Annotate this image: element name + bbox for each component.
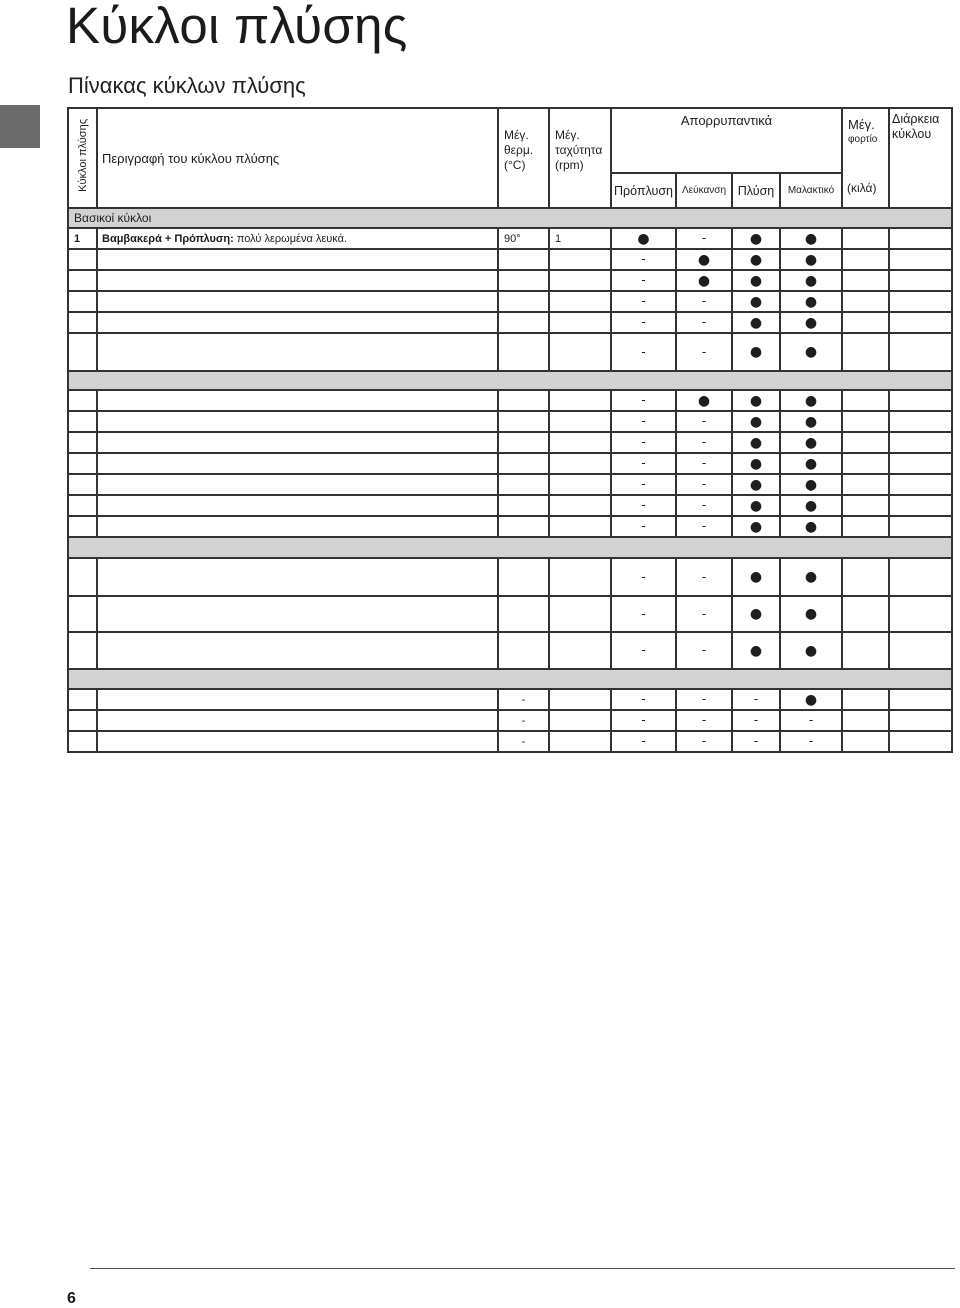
footer-divider xyxy=(90,1268,955,1269)
cell-description xyxy=(97,632,498,669)
cell-max-load xyxy=(842,432,889,453)
cell-wash: ● xyxy=(732,432,780,453)
section-marker-square xyxy=(0,105,40,148)
table-row xyxy=(68,291,952,312)
cell-max-temp: - xyxy=(498,731,549,752)
cell-description xyxy=(97,291,498,312)
cell-max-load xyxy=(842,453,889,474)
cell-prewash: - xyxy=(611,558,676,596)
cell-wash: - xyxy=(732,689,780,710)
cell-wash: ● xyxy=(732,596,780,632)
page-number: 6 xyxy=(67,1290,76,1307)
column-header-duration xyxy=(889,108,952,208)
cell-duration xyxy=(889,411,952,432)
cell-max-speed xyxy=(549,312,611,333)
cell-softener: ● xyxy=(780,291,842,312)
column-header-bleach: Λεύκανση xyxy=(676,173,732,208)
cell-duration xyxy=(889,596,952,632)
cell-prewash: ● xyxy=(611,228,676,249)
cell-softener: ● xyxy=(780,228,842,249)
cell-max-temp xyxy=(498,474,549,495)
cell-wash: ● xyxy=(732,453,780,474)
column-group-detergents: Απορρυπαντικά xyxy=(611,108,842,173)
max-temp-line-3: (°C) xyxy=(504,158,526,172)
cell-wash: ● xyxy=(732,474,780,495)
cell-number xyxy=(68,495,97,516)
table-row xyxy=(68,270,952,291)
cell-prewash: - xyxy=(611,249,676,270)
table-row xyxy=(68,249,952,270)
cell-description xyxy=(97,432,498,453)
cell-prewash: - xyxy=(611,689,676,710)
cell-description xyxy=(97,333,498,371)
cell-max-temp: - xyxy=(498,689,549,710)
cell-max-temp: 90° xyxy=(498,228,549,249)
cell-number xyxy=(68,516,97,537)
cell-description xyxy=(97,474,498,495)
cell-duration xyxy=(889,228,952,249)
cell-max-load xyxy=(842,291,889,312)
cell-prewash: - xyxy=(611,333,676,371)
cell-description xyxy=(97,228,498,249)
cell-prewash: - xyxy=(611,411,676,432)
section-band xyxy=(68,371,952,390)
column-header-cycle-label: Κύκλοι πλύσης xyxy=(76,119,89,192)
page-title: Κύκλοι πλύσης xyxy=(66,0,408,54)
cell-duration xyxy=(889,632,952,669)
cell-max-speed xyxy=(549,270,611,291)
cell-prewash: - xyxy=(611,710,676,731)
cell-max-load xyxy=(842,411,889,432)
cell-wash: - xyxy=(732,731,780,752)
cell-max-speed: 1 xyxy=(549,228,611,249)
cell-bleach: - xyxy=(676,495,732,516)
section-band xyxy=(68,208,952,228)
cell-softener: ● xyxy=(780,558,842,596)
cell-description xyxy=(97,411,498,432)
cell-prewash: - xyxy=(611,474,676,495)
cell-softener: ● xyxy=(780,270,842,291)
cell-duration xyxy=(889,710,952,731)
cell-description xyxy=(97,516,498,537)
cell-max-temp xyxy=(498,390,549,411)
cell-bleach: - xyxy=(676,333,732,371)
description-bold: Βαμβακερά + Πρόπλυση: xyxy=(102,232,234,245)
cell-bleach: - xyxy=(676,596,732,632)
cell-bleach: - xyxy=(676,453,732,474)
table-row xyxy=(68,596,952,632)
cell-max-temp xyxy=(498,558,549,596)
max-load-line-1: Μέγ. xyxy=(848,117,875,132)
cell-number xyxy=(68,474,97,495)
max-speed-line-1: Μέγ. xyxy=(555,128,580,142)
cell-description xyxy=(97,495,498,516)
cell-duration xyxy=(889,270,952,291)
cell-max-speed xyxy=(549,249,611,270)
cell-wash: - xyxy=(732,710,780,731)
cell-number xyxy=(68,411,97,432)
section-band xyxy=(68,669,952,689)
cell-softener: ● xyxy=(780,453,842,474)
cell-prewash: - xyxy=(611,291,676,312)
cell-max-speed xyxy=(549,596,611,632)
cell-number xyxy=(68,390,97,411)
column-header-max-speed xyxy=(549,108,611,208)
table-body xyxy=(68,208,952,752)
cell-softener: ● xyxy=(780,632,842,669)
cell-description xyxy=(97,249,498,270)
section-band xyxy=(68,537,952,558)
cell-max-speed xyxy=(549,632,611,669)
cell-softener: ● xyxy=(780,689,842,710)
cell-max-speed xyxy=(549,558,611,596)
max-load-line-2: φορτίο xyxy=(848,134,878,145)
cell-number xyxy=(68,689,97,710)
cell-duration xyxy=(889,558,952,596)
cell-max-temp xyxy=(498,312,549,333)
cell-description xyxy=(97,453,498,474)
cell-description xyxy=(97,270,498,291)
cell-max-speed xyxy=(549,516,611,537)
cell-bleach: - xyxy=(676,632,732,669)
cell-wash: ● xyxy=(732,270,780,291)
cell-wash: ● xyxy=(732,390,780,411)
cell-max-load xyxy=(842,270,889,291)
section-title: Βασικοί κύκλοι xyxy=(74,210,152,225)
cell-max-temp xyxy=(498,291,549,312)
table-row xyxy=(68,495,952,516)
cell-prewash: - xyxy=(611,390,676,411)
cell-max-speed xyxy=(549,474,611,495)
cell-max-speed xyxy=(549,411,611,432)
column-header-description: Περιγραφή του κύκλου πλύσης xyxy=(97,108,498,208)
max-load-unit: (κιλά) xyxy=(847,181,877,195)
table-row xyxy=(68,453,952,474)
table-row xyxy=(68,411,952,432)
table-row xyxy=(68,474,952,495)
cell-max-load xyxy=(842,390,889,411)
cell-max-speed xyxy=(549,710,611,731)
cell-max-speed xyxy=(549,689,611,710)
wash-cycles-table xyxy=(67,107,953,753)
cell-wash: ● xyxy=(732,495,780,516)
cell-number xyxy=(68,710,97,731)
cell-number xyxy=(68,632,97,669)
cell-max-temp xyxy=(498,516,549,537)
cell-description xyxy=(97,390,498,411)
cell-softener: ● xyxy=(780,495,842,516)
cell-max-load xyxy=(842,474,889,495)
cell-max-temp xyxy=(498,333,549,371)
cell-wash: ● xyxy=(732,228,780,249)
cell-max-temp xyxy=(498,432,549,453)
cell-description xyxy=(97,596,498,632)
cell-prewash: - xyxy=(611,495,676,516)
max-temp-line-2: θερμ. xyxy=(504,143,534,157)
cell-max-load xyxy=(842,249,889,270)
cell-softener: ● xyxy=(780,432,842,453)
table-header xyxy=(68,108,952,208)
table-row xyxy=(68,710,952,731)
cell-number xyxy=(68,270,97,291)
cell-prewash: - xyxy=(611,453,676,474)
column-header-wash: Πλύση xyxy=(732,173,780,208)
cell-bleach: - xyxy=(676,516,732,537)
cell-max-speed xyxy=(549,432,611,453)
cell-max-load xyxy=(842,710,889,731)
cell-description xyxy=(97,710,498,731)
cell-wash: ● xyxy=(732,249,780,270)
cell-max-load xyxy=(842,312,889,333)
cell-bleach: - xyxy=(676,689,732,710)
cell-prewash: - xyxy=(611,632,676,669)
table-header-row xyxy=(68,108,952,173)
cell-bleach: - xyxy=(676,474,732,495)
cell-prewash: - xyxy=(611,312,676,333)
cell-number xyxy=(68,558,97,596)
section-band-cell xyxy=(68,537,952,558)
cell-prewash: - xyxy=(611,516,676,537)
duration-line-1: Διάρκεια xyxy=(892,112,940,126)
cell-duration xyxy=(889,333,952,371)
cell-max-temp xyxy=(498,453,549,474)
column-header-softener: Μαλακτικό xyxy=(780,173,842,208)
cell-prewash: - xyxy=(611,731,676,752)
cell-description xyxy=(97,731,498,752)
cell-bleach: ● xyxy=(676,270,732,291)
cell-prewash: - xyxy=(611,432,676,453)
cell-bleach: - xyxy=(676,432,732,453)
duration-line-2: κύκλου xyxy=(892,127,932,141)
section-band-cell xyxy=(68,208,952,228)
table-row xyxy=(68,731,952,752)
cell-wash: ● xyxy=(732,516,780,537)
table-row xyxy=(68,312,952,333)
cell-max-speed xyxy=(549,291,611,312)
cell-number xyxy=(68,453,97,474)
cell-softener: ● xyxy=(780,249,842,270)
table-subtitle: Πίνακας κύκλων πλύσης xyxy=(68,73,306,98)
cell-wash: ● xyxy=(732,632,780,669)
cell-max-load xyxy=(842,689,889,710)
table-row xyxy=(68,432,952,453)
section-band-cell xyxy=(68,669,952,689)
cell-softener: ● xyxy=(780,411,842,432)
cell-max-temp xyxy=(498,411,549,432)
cell-softener: - xyxy=(780,731,842,752)
cell-max-temp: - xyxy=(498,710,549,731)
cell-max-temp xyxy=(498,632,549,669)
cell-max-load xyxy=(842,632,889,669)
cell-max-speed xyxy=(549,731,611,752)
cell-max-load xyxy=(842,558,889,596)
description-text: πολύ λερωμένα λευκά. xyxy=(236,232,348,245)
cell-bleach: - xyxy=(676,312,732,333)
cell-description xyxy=(97,312,498,333)
max-load-label-group xyxy=(843,109,888,205)
cell-number xyxy=(68,249,97,270)
cell-max-temp xyxy=(498,249,549,270)
cell-prewash: - xyxy=(611,596,676,632)
cell-description xyxy=(97,689,498,710)
cell-max-load xyxy=(842,731,889,752)
table-row xyxy=(68,390,952,411)
cell-number xyxy=(68,312,97,333)
cell-number xyxy=(68,731,97,752)
cell-duration xyxy=(889,390,952,411)
cell-wash: ● xyxy=(732,312,780,333)
column-header-cycle xyxy=(68,108,97,208)
cell-duration xyxy=(889,312,952,333)
cell-max-speed xyxy=(549,390,611,411)
cell-bleach: - xyxy=(676,291,732,312)
cell-softener: ● xyxy=(780,516,842,537)
cell-max-speed xyxy=(549,495,611,516)
cell-bleach: ● xyxy=(676,390,732,411)
cell-softener: ● xyxy=(780,390,842,411)
cell-wash: ● xyxy=(732,558,780,596)
cell-bleach: ● xyxy=(676,249,732,270)
cell-wash: ● xyxy=(732,411,780,432)
column-header-prewash: Πρόπλυση xyxy=(611,173,676,208)
table-row xyxy=(68,333,952,371)
cell-prewash: - xyxy=(611,270,676,291)
cell-softener: ● xyxy=(780,596,842,632)
cell-wash: ● xyxy=(732,333,780,371)
cell-max-load xyxy=(842,228,889,249)
cell-max-temp xyxy=(498,596,549,632)
cell-number xyxy=(68,333,97,371)
cell-number: 1 xyxy=(68,228,97,249)
cell-duration xyxy=(889,474,952,495)
cell-number xyxy=(68,432,97,453)
cell-duration xyxy=(889,495,952,516)
cell-duration xyxy=(889,689,952,710)
cell-bleach: - xyxy=(676,731,732,752)
cell-max-temp xyxy=(498,270,549,291)
cell-bleach: - xyxy=(676,228,732,249)
cell-softener: ● xyxy=(780,312,842,333)
cell-softener: ● xyxy=(780,474,842,495)
cell-duration xyxy=(889,249,952,270)
table-row xyxy=(68,516,952,537)
cell-max-temp xyxy=(498,495,549,516)
cell-bleach: - xyxy=(676,411,732,432)
column-header-max-load xyxy=(842,108,889,208)
max-temp-line-1: Μέγ. xyxy=(504,128,529,142)
cell-max-load xyxy=(842,495,889,516)
cell-bleach: - xyxy=(676,558,732,596)
cell-duration xyxy=(889,731,952,752)
cell-duration xyxy=(889,516,952,537)
cell-max-load xyxy=(842,596,889,632)
cell-number xyxy=(68,291,97,312)
section-band-cell xyxy=(68,371,952,390)
cell-number xyxy=(68,596,97,632)
table-row xyxy=(68,228,952,249)
cell-softener: ● xyxy=(780,333,842,371)
cell-max-load xyxy=(842,333,889,371)
cell-wash: ● xyxy=(732,291,780,312)
cell-description xyxy=(97,558,498,596)
cell-max-load xyxy=(842,516,889,537)
cell-max-speed xyxy=(549,333,611,371)
max-speed-line-2: ταχύτητα xyxy=(555,143,603,157)
table-row xyxy=(68,632,952,669)
cell-softener: - xyxy=(780,710,842,731)
max-speed-line-3: (rpm) xyxy=(555,158,584,172)
cell-max-speed xyxy=(549,453,611,474)
cell-duration xyxy=(889,453,952,474)
cell-duration xyxy=(889,432,952,453)
cell-bleach: - xyxy=(676,710,732,731)
column-header-max-temp xyxy=(498,108,549,208)
table-row xyxy=(68,689,952,710)
table-row xyxy=(68,558,952,596)
cell-duration xyxy=(889,291,952,312)
